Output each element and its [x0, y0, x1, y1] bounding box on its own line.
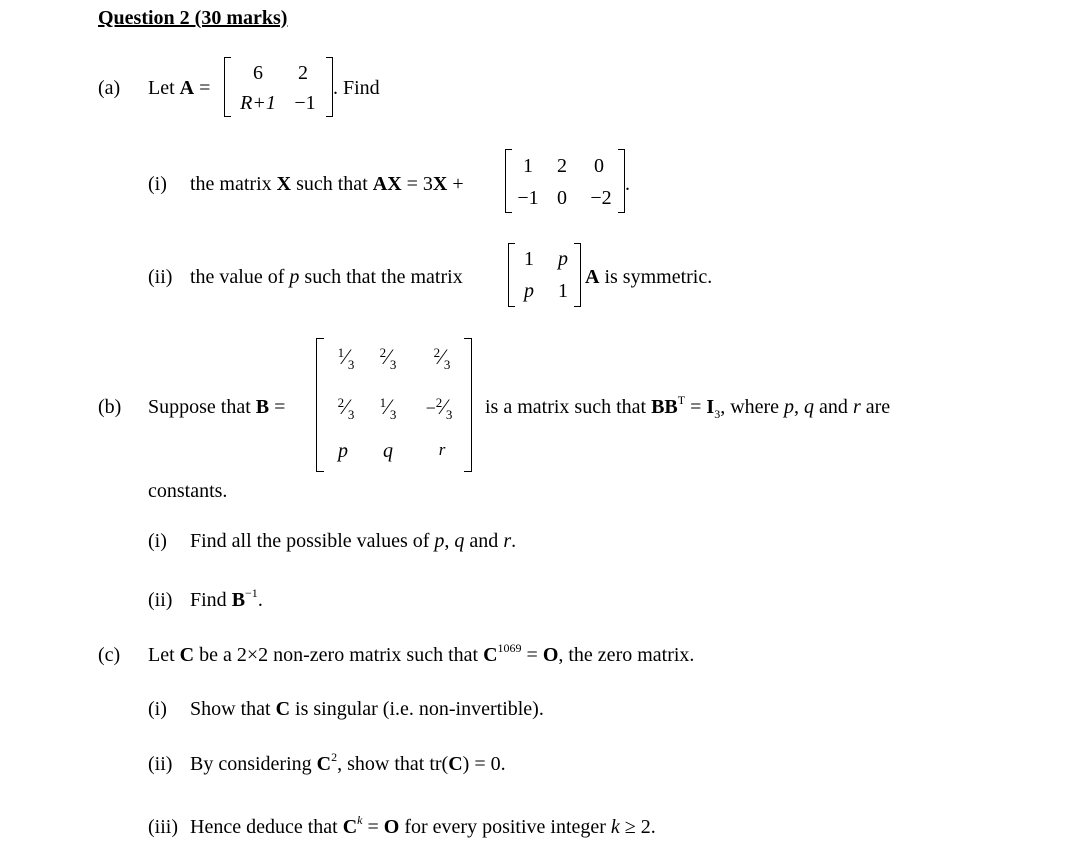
- matrix-b-cell: $^2⁄_3$: [379, 344, 397, 372]
- part-c-text: Let C be a 2×2 non-zero matrix such that $C^{1069} = O$, the zero matrix.: [148, 641, 695, 666]
- part-b-i-text: Find all the possible values of p, q and r.: [190, 530, 517, 552]
- part-b-ii-text: Find $B^{-1}$.: [190, 586, 263, 611]
- matrix-cell: p: [524, 280, 534, 302]
- matrix-a-right-bracket: [326, 57, 333, 117]
- matrix-cell: −1: [517, 187, 539, 209]
- part-b-i-label: (i): [148, 530, 167, 552]
- part-b-ii-label: (ii): [148, 589, 173, 611]
- matrix-b-cell: q: [383, 440, 393, 462]
- part-b-constants: constants.: [148, 480, 228, 502]
- part-a-ii-text: the value of p such that the matrix: [190, 266, 463, 288]
- part-a-i-label: (i): [148, 173, 167, 195]
- part-a-ii-end: A is symmetric.: [585, 266, 713, 288]
- matrix-a-cell: −1: [294, 92, 316, 114]
- matrix-b-left-bracket: [316, 338, 324, 472]
- matrix-cell: −2: [590, 187, 612, 209]
- period: .: [625, 173, 630, 195]
- matrix-b-cell: $^1⁄_3$: [379, 394, 397, 422]
- part-c-iii-text: Hence deduce that $C^k = O$ for every positive integer k ≥ 2.: [190, 813, 656, 838]
- part-a-find: . Find: [333, 77, 380, 99]
- part-c-ii-label: (ii): [148, 753, 173, 775]
- matrix-b-cell: $-^2⁄_3$: [425, 394, 453, 422]
- matrix-b-cell: $^2⁄_3$: [433, 344, 451, 372]
- matrix-right-bracket: [618, 149, 625, 213]
- matrix-b-cell: $^1⁄_3$: [337, 344, 355, 372]
- part-b-condition: is a matrix such that $BB^T = I_3$, where p, q and r are: [485, 393, 891, 421]
- part-c-i-text: Show that C is singular (i.e. non-invertible).: [190, 698, 544, 720]
- matrix-cell: 1: [524, 248, 534, 270]
- matrix-right-bracket: [574, 243, 581, 307]
- page-title: Question 2 (30 marks): [98, 7, 288, 29]
- part-c-i-label: (i): [148, 698, 167, 720]
- part-a-label: (a): [98, 77, 121, 99]
- part-c-label: (c): [98, 644, 121, 666]
- matrix-cell: 0: [594, 155, 604, 177]
- matrix-cell: 1: [523, 155, 533, 177]
- part-a-ii-label: (ii): [148, 266, 173, 288]
- matrix-cell: 0: [557, 187, 567, 209]
- part-b-intro: Suppose that B =: [148, 396, 286, 418]
- matrix-a-cell: 2: [298, 62, 308, 84]
- matrix-cell: p: [558, 248, 568, 270]
- matrix-cell: 1: [558, 280, 568, 302]
- part-b-label: (b): [98, 396, 122, 418]
- part-a-intro: Let A =: [148, 77, 211, 99]
- matrix-b-cell: $^2⁄_3$: [337, 394, 355, 422]
- matrix-cell: 2: [557, 155, 567, 177]
- matrix-b-right-bracket: [464, 338, 472, 472]
- matrix-a-cell: 6: [253, 62, 263, 84]
- matrix-b-cell: r: [438, 440, 446, 459]
- matrix-a-cell: R+1: [240, 92, 276, 114]
- part-a-i-text: the matrix X such that AX = 3X +: [190, 173, 464, 195]
- part-c-iii-label: (iii): [148, 816, 178, 838]
- matrix-b-cell: p: [338, 440, 348, 462]
- part-c-ii-text: By considering $C^2$, show that tr(C) = 0.: [190, 750, 506, 775]
